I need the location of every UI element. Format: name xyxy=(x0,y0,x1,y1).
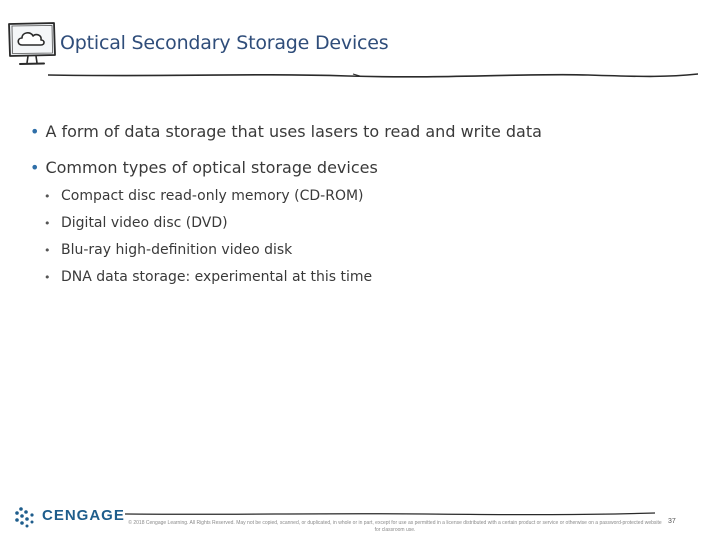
bullet-text: A form of data storage that uses lasers to read and write data xyxy=(45,122,542,141)
monitor-cloud-icon xyxy=(6,20,58,72)
sub-bullet-item xyxy=(44,267,372,294)
sub-bullet-text: DNA data storage: experimental at this time xyxy=(61,269,373,285)
bullet-dot: • xyxy=(30,158,40,177)
sub-bullet-item xyxy=(44,186,372,213)
brand-name: CENGAGE xyxy=(42,507,125,524)
bullet-dot: • xyxy=(44,244,51,257)
bullet-dot: • xyxy=(44,271,51,284)
sub-bullet-text: Compact disc read-only memory (CD-ROM) xyxy=(61,188,364,204)
bullet-dot: • xyxy=(30,122,40,141)
sub-bullet-item xyxy=(44,240,372,267)
copyright-notice: © 2018 Cengage Learning. All Rights Reserved. May not be copied, scanned, or duplicated, in whole or in part, except for use as permitted in a license distributed with a certain product or service or otherwise on a password-protected website for classroom use. xyxy=(128,520,662,533)
sub-bullet-list xyxy=(44,186,372,294)
bullet-item xyxy=(30,122,542,141)
sub-bullet-item xyxy=(44,213,372,240)
bullet-dot: • xyxy=(44,217,51,230)
bullet-dot: • xyxy=(44,190,51,203)
slide-title: Optical Secondary Storage Devices xyxy=(60,32,389,54)
bullet-item xyxy=(30,158,378,177)
page-number: 37 xyxy=(668,518,676,525)
title-divider xyxy=(48,70,698,80)
sub-bullet-text: Blu-ray high-definition video disk xyxy=(61,242,293,258)
bullet-text: Common types of optical storage devices xyxy=(45,158,378,177)
footer-divider xyxy=(125,510,655,518)
sub-bullet-text: Digital video disc (DVD) xyxy=(61,215,228,231)
